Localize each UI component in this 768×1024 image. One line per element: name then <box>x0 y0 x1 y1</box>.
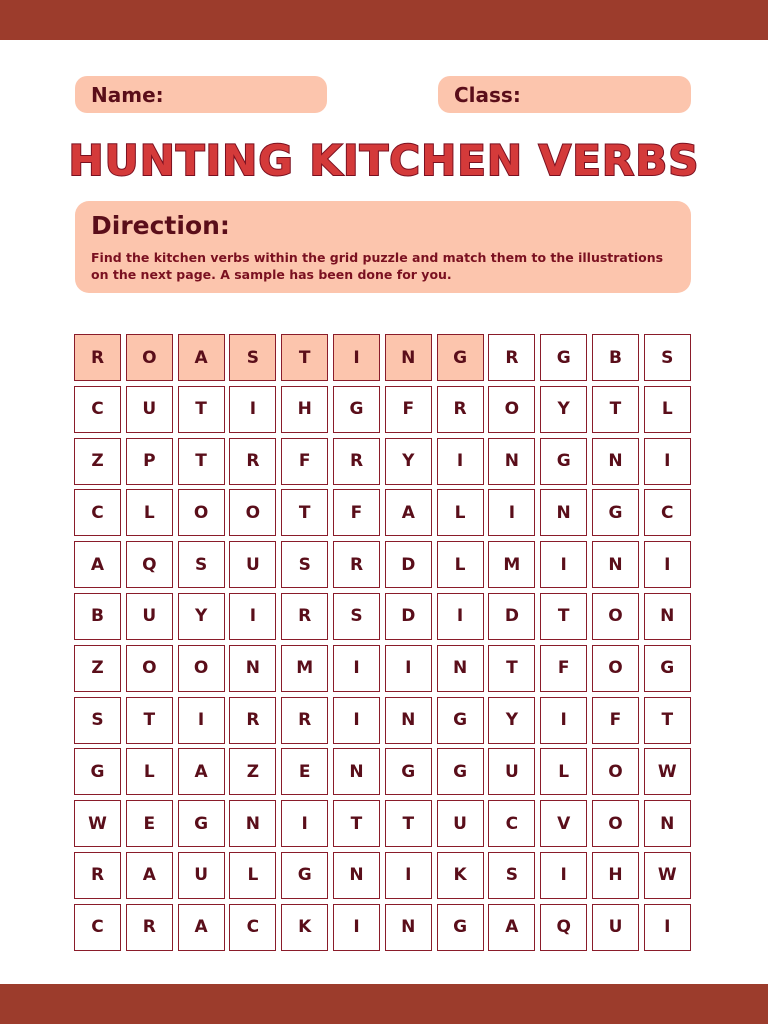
grid-cell[interactable]: L <box>437 541 484 588</box>
grid-cell[interactable]: P <box>126 438 173 485</box>
grid-cell[interactable]: G <box>437 748 484 795</box>
grid-cell[interactable]: R <box>74 852 121 899</box>
grid-cell[interactable]: I <box>385 645 432 692</box>
grid-cell[interactable]: I <box>229 593 276 640</box>
grid-cell[interactable]: G <box>178 800 225 847</box>
grid-cell[interactable]: N <box>488 438 535 485</box>
grid-cell[interactable]: T <box>644 697 691 744</box>
grid-cell[interactable]: I <box>488 489 535 536</box>
grid-cell[interactable]: L <box>644 386 691 433</box>
grid-cell[interactable]: C <box>74 489 121 536</box>
grid-cell[interactable]: S <box>178 541 225 588</box>
grid-cell[interactable]: C <box>644 489 691 536</box>
grid-cell[interactable]: D <box>488 593 535 640</box>
grid-cell[interactable]: R <box>333 541 380 588</box>
grid-cell[interactable]: I <box>333 697 380 744</box>
grid-cell[interactable]: T <box>178 386 225 433</box>
grid-cell[interactable]: I <box>540 541 587 588</box>
grid-cell[interactable]: A <box>488 904 535 951</box>
word-search-grid <box>74 334 691 951</box>
grid-cell[interactable]: O <box>592 593 639 640</box>
grid-cell[interactable]: R <box>333 438 380 485</box>
grid-cell[interactable]: I <box>644 541 691 588</box>
grid-cell[interactable]: A <box>126 852 173 899</box>
grid-cell[interactable]: S <box>229 334 276 381</box>
grid-cell[interactable]: T <box>592 386 639 433</box>
top-band <box>0 0 768 40</box>
grid-cell[interactable]: Y <box>385 438 432 485</box>
grid-cell[interactable]: L <box>126 748 173 795</box>
grid-cell[interactable]: N <box>385 334 432 381</box>
grid-cell[interactable]: S <box>644 334 691 381</box>
grid-cell[interactable]: I <box>437 593 484 640</box>
grid-cell[interactable]: G <box>333 386 380 433</box>
grid-cell[interactable]: R <box>488 334 535 381</box>
grid-cell[interactable]: I <box>333 645 380 692</box>
direction-box <box>75 201 691 293</box>
grid-cell[interactable]: F <box>333 489 380 536</box>
grid-cell[interactable]: N <box>592 541 639 588</box>
grid-cell[interactable]: O <box>488 386 535 433</box>
grid-cell[interactable]: E <box>126 800 173 847</box>
grid-cell[interactable]: Z <box>74 438 121 485</box>
grid-cell[interactable]: G <box>540 334 587 381</box>
grid-cell[interactable]: T <box>540 593 587 640</box>
grid-cell[interactable]: S <box>74 697 121 744</box>
grid-cell[interactable]: N <box>229 800 276 847</box>
grid-cell[interactable]: R <box>229 697 276 744</box>
grid-cell[interactable]: G <box>540 438 587 485</box>
grid-cell[interactable]: N <box>644 800 691 847</box>
grid-cell[interactable]: G <box>385 748 432 795</box>
grid-cell[interactable]: O <box>126 645 173 692</box>
grid-cell[interactable]: O <box>229 489 276 536</box>
grid-cell[interactable]: F <box>281 438 328 485</box>
grid-cell[interactable]: B <box>592 334 639 381</box>
grid-cell[interactable]: T <box>333 800 380 847</box>
grid-cell[interactable]: N <box>592 438 639 485</box>
grid-cell[interactable]: C <box>229 904 276 951</box>
grid-cell[interactable]: N <box>644 593 691 640</box>
grid-cell[interactable]: Z <box>229 748 276 795</box>
grid-cell[interactable]: K <box>437 852 484 899</box>
grid-cell[interactable]: T <box>178 438 225 485</box>
grid-cell[interactable]: L <box>229 852 276 899</box>
grid-cell[interactable]: G <box>644 645 691 692</box>
grid-cell[interactable]: Q <box>126 541 173 588</box>
grid-cell[interactable]: C <box>488 800 535 847</box>
grid-cell[interactable]: R <box>281 697 328 744</box>
grid-cell[interactable]: E <box>281 748 328 795</box>
grid-cell[interactable]: R <box>74 334 121 381</box>
grid-cell[interactable]: A <box>178 334 225 381</box>
class-label: Class: <box>454 82 521 107</box>
grid-cell[interactable]: N <box>437 645 484 692</box>
grid-cell[interactable]: L <box>126 489 173 536</box>
bottom-band <box>0 984 768 1024</box>
grid-cell[interactable]: I <box>178 697 225 744</box>
direction-text: Find the kitchen verbs within the grid puzzle and match them to the illustrations on the next page. A sample has been done for you. <box>91 250 664 282</box>
grid-cell[interactable]: R <box>229 438 276 485</box>
grid-cell[interactable]: L <box>540 748 587 795</box>
name-label: Name: <box>91 82 164 107</box>
grid-cell[interactable]: L <box>437 489 484 536</box>
grid-cell[interactable]: Z <box>74 645 121 692</box>
grid-cell[interactable]: G <box>74 748 121 795</box>
grid-cell[interactable]: U <box>437 800 484 847</box>
grid-cell[interactable]: I <box>385 852 432 899</box>
grid-cell[interactable]: I <box>281 800 328 847</box>
grid-cell[interactable]: A <box>178 748 225 795</box>
grid-cell[interactable]: G <box>437 904 484 951</box>
grid-cell[interactable]: S <box>488 852 535 899</box>
grid-cell[interactable]: N <box>229 645 276 692</box>
grid-cell[interactable]: U <box>126 593 173 640</box>
grid-cell[interactable]: O <box>178 489 225 536</box>
grid-cell[interactable]: A <box>74 541 121 588</box>
grid-cell[interactable]: M <box>488 541 535 588</box>
grid-cell[interactable]: C <box>74 386 121 433</box>
grid-cell[interactable]: A <box>385 489 432 536</box>
grid-cell[interactable]: T <box>281 489 328 536</box>
grid-cell[interactable]: I <box>333 904 380 951</box>
grid-cell[interactable]: U <box>592 904 639 951</box>
grid-cell[interactable]: U <box>488 748 535 795</box>
grid-cell[interactable]: F <box>592 697 639 744</box>
class-field[interactable] <box>438 76 691 113</box>
grid-cell[interactable]: D <box>385 593 432 640</box>
grid-cell[interactable]: N <box>385 904 432 951</box>
grid-cell[interactable]: H <box>592 852 639 899</box>
grid-cell[interactable]: R <box>281 593 328 640</box>
grid-cell[interactable]: M <box>281 645 328 692</box>
grid-cell[interactable]: V <box>540 800 587 847</box>
grid-cell[interactable]: G <box>437 697 484 744</box>
grid-cell[interactable]: W <box>644 852 691 899</box>
grid-cell[interactable]: G <box>437 334 484 381</box>
grid-cell[interactable]: U <box>126 386 173 433</box>
grid-cell[interactable]: S <box>281 541 328 588</box>
grid-cell[interactable]: I <box>644 438 691 485</box>
grid-cell[interactable]: I <box>229 386 276 433</box>
grid-cell[interactable]: N <box>385 697 432 744</box>
grid-cell[interactable]: I <box>644 904 691 951</box>
grid-cell[interactable]: U <box>229 541 276 588</box>
grid-cell[interactable]: Q <box>540 904 587 951</box>
grid-cell[interactable]: U <box>178 852 225 899</box>
grid-cell[interactable]: G <box>592 489 639 536</box>
grid-cell[interactable]: T <box>488 645 535 692</box>
grid-cell[interactable]: Y <box>540 386 587 433</box>
grid-cell[interactable]: G <box>281 852 328 899</box>
grid-cell[interactable]: I <box>333 334 380 381</box>
grid-cell[interactable]: H <box>281 386 328 433</box>
grid-cell[interactable]: T <box>281 334 328 381</box>
grid-cell[interactable]: O <box>592 748 639 795</box>
grid-cell[interactable]: O <box>178 645 225 692</box>
grid-cell[interactable]: N <box>540 489 587 536</box>
grid-cell[interactable]: N <box>333 748 380 795</box>
direction-heading: Direction: <box>91 211 230 240</box>
grid-cell[interactable]: W <box>644 748 691 795</box>
grid-cell[interactable]: I <box>540 852 587 899</box>
grid-cell[interactable]: W <box>74 800 121 847</box>
page-title: HUNTING KITCHEN VERBS <box>68 136 700 185</box>
grid-cell[interactable]: R <box>126 904 173 951</box>
grid-cell[interactable]: F <box>540 645 587 692</box>
grid-cell[interactable]: Y <box>488 697 535 744</box>
grid-cell[interactable]: F <box>385 386 432 433</box>
grid-cell[interactable]: O <box>126 334 173 381</box>
name-field[interactable] <box>75 76 327 113</box>
grid-cell[interactable]: O <box>592 645 639 692</box>
grid-cell[interactable]: T <box>126 697 173 744</box>
grid-cell[interactable]: D <box>385 541 432 588</box>
grid-cell[interactable]: I <box>437 438 484 485</box>
grid-cell[interactable]: N <box>333 852 380 899</box>
grid-cell[interactable]: C <box>74 904 121 951</box>
grid-cell[interactable]: Y <box>178 593 225 640</box>
grid-cell[interactable]: K <box>281 904 328 951</box>
grid-cell[interactable]: S <box>333 593 380 640</box>
grid-cell[interactable]: B <box>74 593 121 640</box>
grid-cell[interactable]: R <box>437 386 484 433</box>
grid-cell[interactable]: A <box>178 904 225 951</box>
grid-cell[interactable]: T <box>385 800 432 847</box>
grid-cell[interactable]: I <box>540 697 587 744</box>
grid-cell[interactable]: O <box>592 800 639 847</box>
